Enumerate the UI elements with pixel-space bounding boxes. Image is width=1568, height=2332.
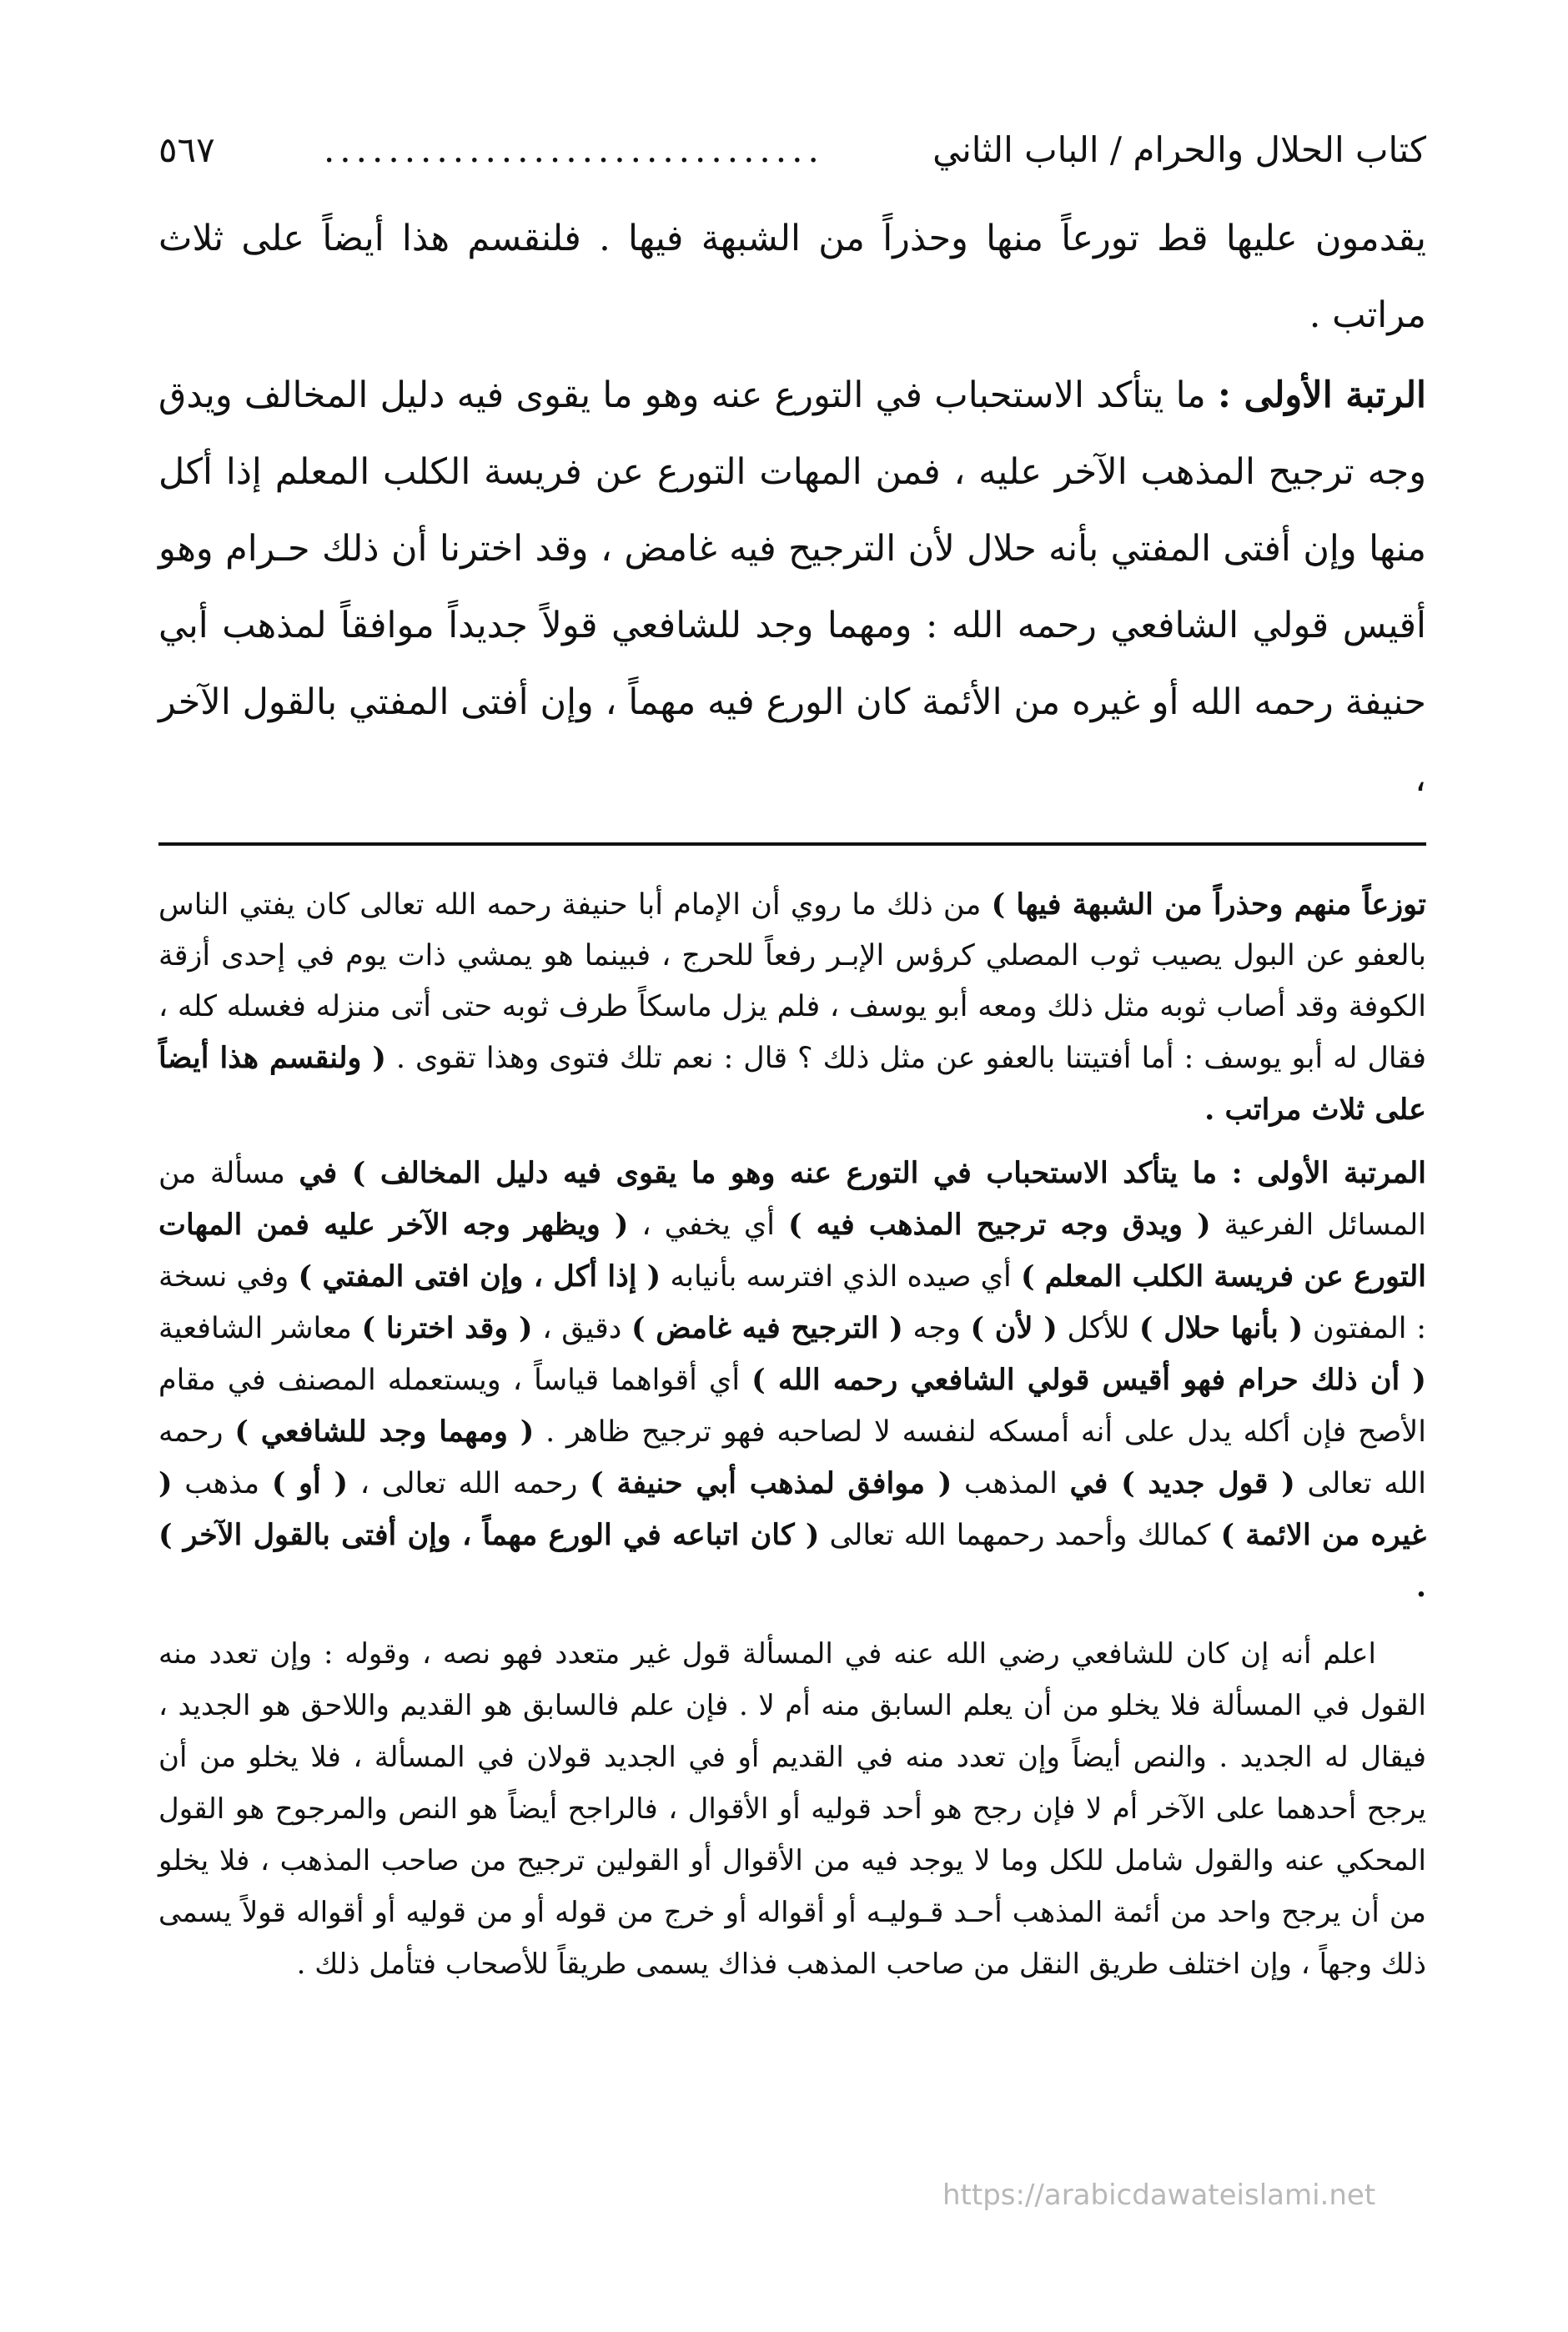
commentary-text-segment: وفي نسخة : المفتون bbox=[158, 1260, 1427, 1345]
main-text bbox=[158, 200, 1426, 817]
commentary-text-segment: للأكل bbox=[1057, 1312, 1139, 1345]
quoted-text-segment: ( ويظهر وجه الآخر عليه فمن المهات التورع عن فريسة الكلب المعلم ) bbox=[158, 1208, 1426, 1294]
quoted-text-segment: ( موافق لمذهب أبي حنيفة ) bbox=[590, 1466, 952, 1500]
commentary-paragraph-1 bbox=[158, 879, 1426, 1136]
quoted-text-segment: ( بأنها حلال ) bbox=[1138, 1311, 1304, 1345]
separator-rule bbox=[158, 842, 1426, 846]
quoted-text-segment: ( أن ذلك حرام فهو أقيس قولي الشافعي رحمه الله ) bbox=[751, 1363, 1426, 1397]
footnote-paragraph: اعلم أنه إن كان للشافعي رضي الله عنه في المسألة قول غير متعدد فهو نصه ، وقوله : وإن تعدد منه القول في المسألة فلا يخلو من أن يعلم السابق منه أم لا . فإن علم فالسابق هو القديم واللاحق هو الجديد ، فيقال له الجديد . والنص أيضاً وإن تعدد منه في القديم أو في الجديد قولان في المسألة ، فلا يخلو من أن يرجح أحدهما على الآخر أم لا فإن رجح هو أحد قوليه أو الأقوال ، فالراجح أيضاً هو النص والمرجوح هو القول المحكي عنه والقول شامل للكل وما لا يوجد فيه من الأقوال أو القولين ترجيح من صاحب المذهب ، فلا يخلو من أن يرجح واحد من أئمة المذهب أحـد قـوليـه أو أقواله أو خرج من قوله أو من قوليه أو أقواله قولاً يسمى ذلك وجهاً ، وإن اختلف طريق النقل من صاحب المذهب فذاك يسمى طريقاً للأصحاب فتأمل ذلك . bbox=[158, 1637, 1426, 1981]
quoted-text-segment: ( أو ) bbox=[271, 1466, 349, 1500]
commentary-text-segment: من ذلك ما روي أن الإمام أبا حنيفة رحمه الله تعالى كان يفتي الناس بالعفو عن البول يصيب ثوب المصلي كرؤس الإبـر رفعاً للحرج ، فبينما هو يمشي ذات يوم في إحدى أزقة الكوفة وقد أصاب ثوبه مثل ذلك ومعه أبو يوسف ، فلم يزل ماسكاً طرف ثوبه حتى أتى منزله فغسله كله ، فقال له أبو يوسف : أما أفتيتنا بالعفو عن مثل ذلك ؟ قال : نعم تلك فتوى وهذا تقوى . bbox=[158, 888, 1426, 1075]
quoted-text-segment: ( ومهما وجد للشافعي ) bbox=[234, 1415, 535, 1449]
quoted-text-segment: ( غيره من الائمة ) bbox=[158, 1466, 1426, 1552]
commentary-text-segment: معاشر الشافعية bbox=[158, 1312, 362, 1345]
quoted-text-segment: ( لأن ) bbox=[970, 1311, 1058, 1345]
commentary-text-segment: مسألة من المسائل الفرعية bbox=[158, 1157, 1426, 1242]
page-number: ٥٦٧ bbox=[158, 129, 215, 170]
quoted-text-segment: توزعاً منهم وحذراً من الشبهة فيها ) bbox=[991, 887, 1426, 922]
commentary-paragraph-2 bbox=[158, 1148, 1426, 1613]
commentary-text-segment: دقيق ، bbox=[532, 1312, 631, 1345]
main-paragraph-2-body: ما يتأكد الاستحباب في التورع عنه وهو ما يقوى فيه دليل المخالف ويدق وجه ترجيح المذهب الآخر عليه ، فمن المهات التورع عن فريسة الكلب المعلم إذا أكل منها وإن أفتى المفتي بأنه حلال لأن الترجيح فيه غامض ، وقد اخترنا أن ذلك حـرام وهو أقيس قولي الشافعي رحمه الله : ومهما وجد للشافعي قولاً جديداً موافقاً لمذهب أبي حنيفة رحمه الله أو غيره من الأئمة كان الورع فيه مهماً ، وإن أفتى المفتي بالقول الآخر ، bbox=[158, 374, 1426, 800]
commentary bbox=[158, 879, 1426, 1613]
main-paragraph-1: يقدمون عليها قط تورعاً منها وحذراً من الشبهة فيها . فلنقسم هذا أيضاً على ثلاث مراتب . bbox=[158, 218, 1426, 336]
quoted-text-segment: ( كان اتباعه في الورع مهماً ، وإن أفتى بالقول الآخر ) . bbox=[158, 1518, 1426, 1604]
running-header bbox=[158, 125, 1426, 175]
commentary-text-segment: أي أقواهما قياساً ، ويستعمله المصنف في مقام الأصح فإن أكله يدل على أنه أمسكه لنفسه لا لصاحبه فهو ترجيح ظاهر . bbox=[158, 1364, 1426, 1449]
commentary-text-segment: رحمه الله تعالى ، bbox=[348, 1467, 591, 1500]
quoted-text-segment: ( ولنقسم هذا أيضاً على ثلاث مراتب . bbox=[158, 1041, 1426, 1127]
footnote bbox=[158, 1628, 1426, 1990]
commentary-text-segment: رحمه الله تعالى bbox=[158, 1415, 1427, 1500]
header-leader-dots: ............................... bbox=[323, 129, 824, 170]
quoted-text-segment: ( الترجيح فيه غامض ) bbox=[631, 1311, 903, 1345]
commentary-text-segment: مذهب bbox=[172, 1467, 272, 1500]
commentary-text-segment: المذهب bbox=[952, 1467, 1070, 1500]
watermark-url: https://arabicdawateislami.net bbox=[942, 2179, 1376, 2212]
commentary-text-segment: أي يخفي ، bbox=[628, 1209, 788, 1242]
quoted-text-segment: المرتبة الأولى : ما يتأكد الاستحباب في التورع عنه وهو ما يقوى فيه دليل المخالف ) في bbox=[299, 1156, 1426, 1190]
header-title: كتاب الحلال والحرام / الباب الثاني bbox=[932, 129, 1426, 170]
main-paragraph-2 bbox=[158, 357, 1426, 817]
quoted-text-segment: ( وقد اخترنا ) bbox=[361, 1311, 533, 1345]
quoted-text-segment: ( ويدق وجه ترجيح المذهب فيه ) bbox=[788, 1208, 1211, 1242]
rank-heading: الرتبة الأولى : bbox=[1218, 374, 1426, 416]
quoted-text-segment: ( إذا أكل ، وإن افتى المفتي ) bbox=[298, 1259, 661, 1294]
book-page bbox=[158, 125, 1426, 1990]
commentary-text-segment: كمالك وأحمد رحمهما الله تعالى bbox=[819, 1519, 1221, 1552]
quoted-text-segment: ( قول جديد ) في bbox=[1069, 1466, 1295, 1500]
commentary-text-segment: وجه bbox=[902, 1312, 971, 1345]
commentary-text-segment: أي صيده الذي افترسه بأنيابه bbox=[661, 1260, 1021, 1294]
